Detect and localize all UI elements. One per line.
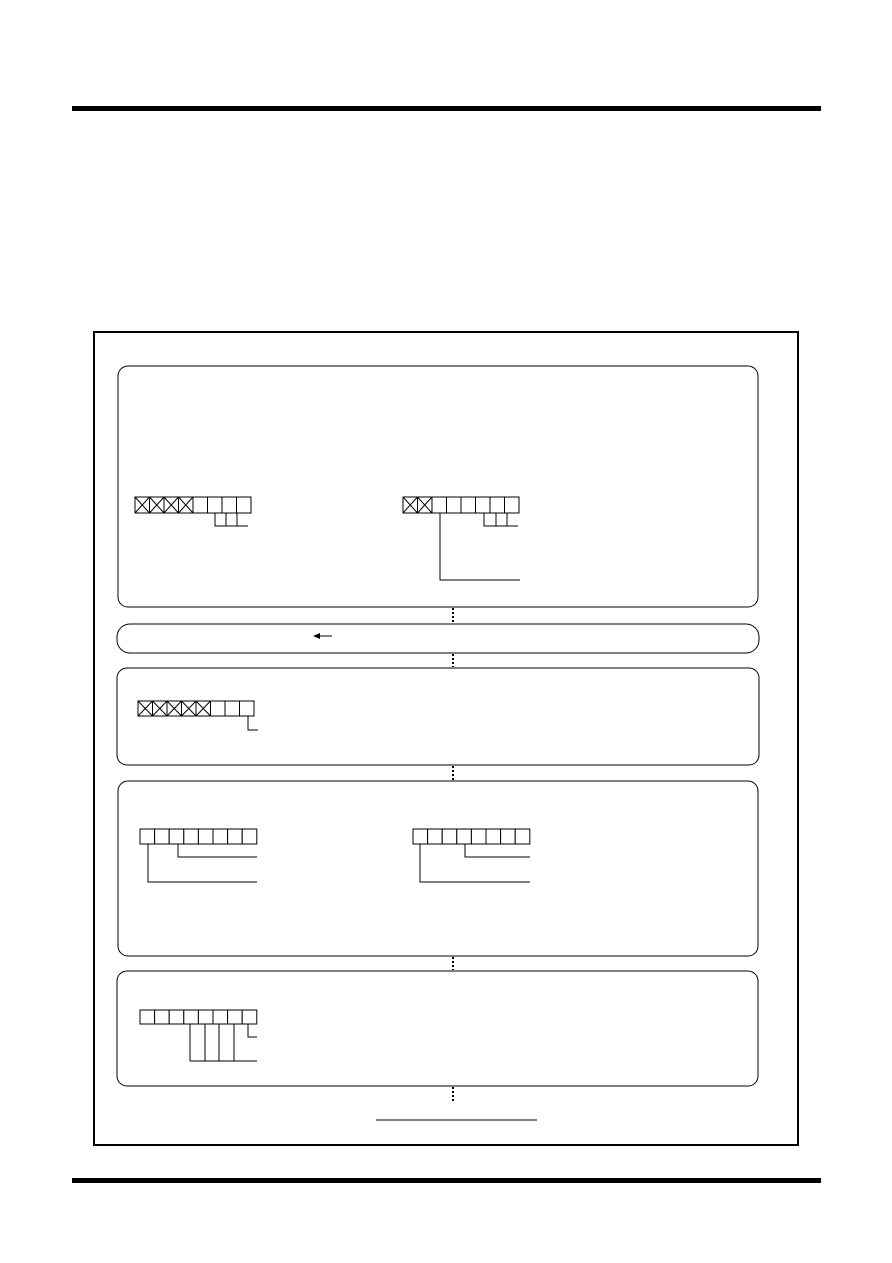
register-4b-taps (420, 844, 530, 882)
register-4a-taps (148, 844, 257, 882)
bit-cell (184, 829, 199, 844)
bit-cell (225, 701, 240, 716)
register-3 (138, 701, 254, 716)
bit-cell (242, 829, 257, 844)
bit-cell (432, 497, 447, 513)
step-4-box (118, 781, 758, 956)
bit-cell (228, 829, 243, 844)
bit-cell (208, 497, 223, 513)
bit-cell (213, 829, 228, 844)
register-1b (403, 497, 519, 513)
bit-cell (193, 497, 208, 513)
bit-cell (198, 829, 213, 844)
bit-cell (169, 829, 184, 844)
register-3-taps (248, 716, 258, 730)
bit-cell (184, 1010, 199, 1024)
bit-cell (486, 829, 501, 844)
bit-cell (222, 497, 237, 513)
bit-cell (471, 829, 486, 844)
step-2-box (117, 624, 759, 653)
left-arrow-icon (313, 633, 332, 639)
bit-cell (155, 1010, 170, 1024)
bit-cell (155, 829, 170, 844)
bit-cell (140, 1010, 155, 1024)
bit-cell (447, 497, 462, 513)
bit-cell (228, 1010, 243, 1024)
register-4a (140, 829, 257, 844)
bit-cell (240, 701, 255, 716)
register-1a-taps (215, 513, 248, 526)
bit-cell (237, 497, 252, 513)
bit-cell (169, 1010, 184, 1024)
bit-cell (211, 701, 226, 716)
bit-cell (505, 497, 520, 513)
bit-cell (198, 1010, 213, 1024)
bit-cell (242, 1010, 257, 1024)
bit-cell (490, 497, 505, 513)
register-1b-taps (440, 513, 520, 580)
bit-cell (476, 497, 491, 513)
step-1-box (118, 366, 758, 607)
register-4b (413, 829, 530, 844)
register-1a (135, 497, 251, 513)
bit-cell (501, 829, 516, 844)
register-5 (140, 1010, 257, 1024)
bit-cell (213, 1010, 228, 1024)
bit-cell (413, 829, 428, 844)
bit-cell (442, 829, 457, 844)
step-5-box (117, 971, 758, 1086)
bit-cell (515, 829, 530, 844)
bit-cell (461, 497, 476, 513)
bit-cell (457, 829, 472, 844)
bit-cell (140, 829, 155, 844)
bit-cell (428, 829, 443, 844)
register-5-taps (190, 1024, 257, 1061)
